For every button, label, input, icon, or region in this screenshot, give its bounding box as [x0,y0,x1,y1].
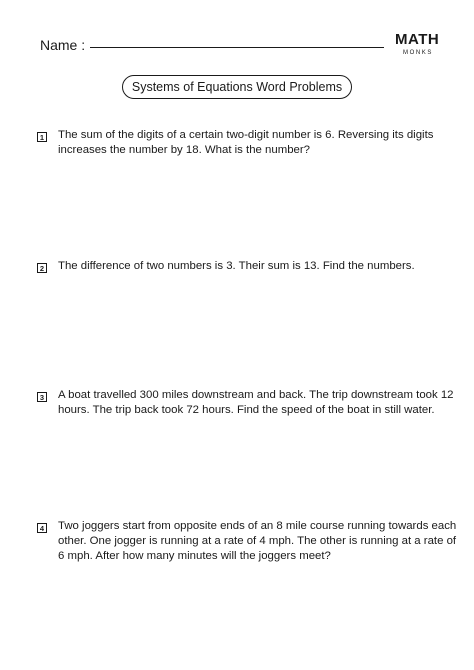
math-monks-logo [395,31,443,61]
name-row [40,36,386,56]
logo-sub-text: MONKS [403,50,434,56]
problem-text: Two joggers start from opposite ends of an 8 mile course running towards each other. One jogger is running at a rate of 4 mph. The other is running at a rate of 6 mph. After how many minutes will the joggers meet? [58,520,457,562]
problem-number: 2 [37,263,47,273]
logo-main-text: MATH [395,31,440,48]
name-write-line [90,47,384,48]
page-title: Systems of Equations Word Problems [122,75,352,99]
name-label: Name : [40,37,86,53]
problem-number: 1 [37,132,47,142]
problem-text: The sum of the digits of a certain two-digit number is 6. Reversing its digits increases the number by 18. What is the number? [58,129,434,156]
problem-number: 4 [37,523,47,533]
problem-text: The difference of two numbers is 3. Their sum is 13. Find the numbers. [58,260,415,272]
problem-text: A boat travelled 300 miles downstream and back. The trip downstream took 12 hours. The trip back took 72 hours. Find the speed of the boat in still water. [58,389,454,416]
problem-number: 3 [37,392,47,402]
